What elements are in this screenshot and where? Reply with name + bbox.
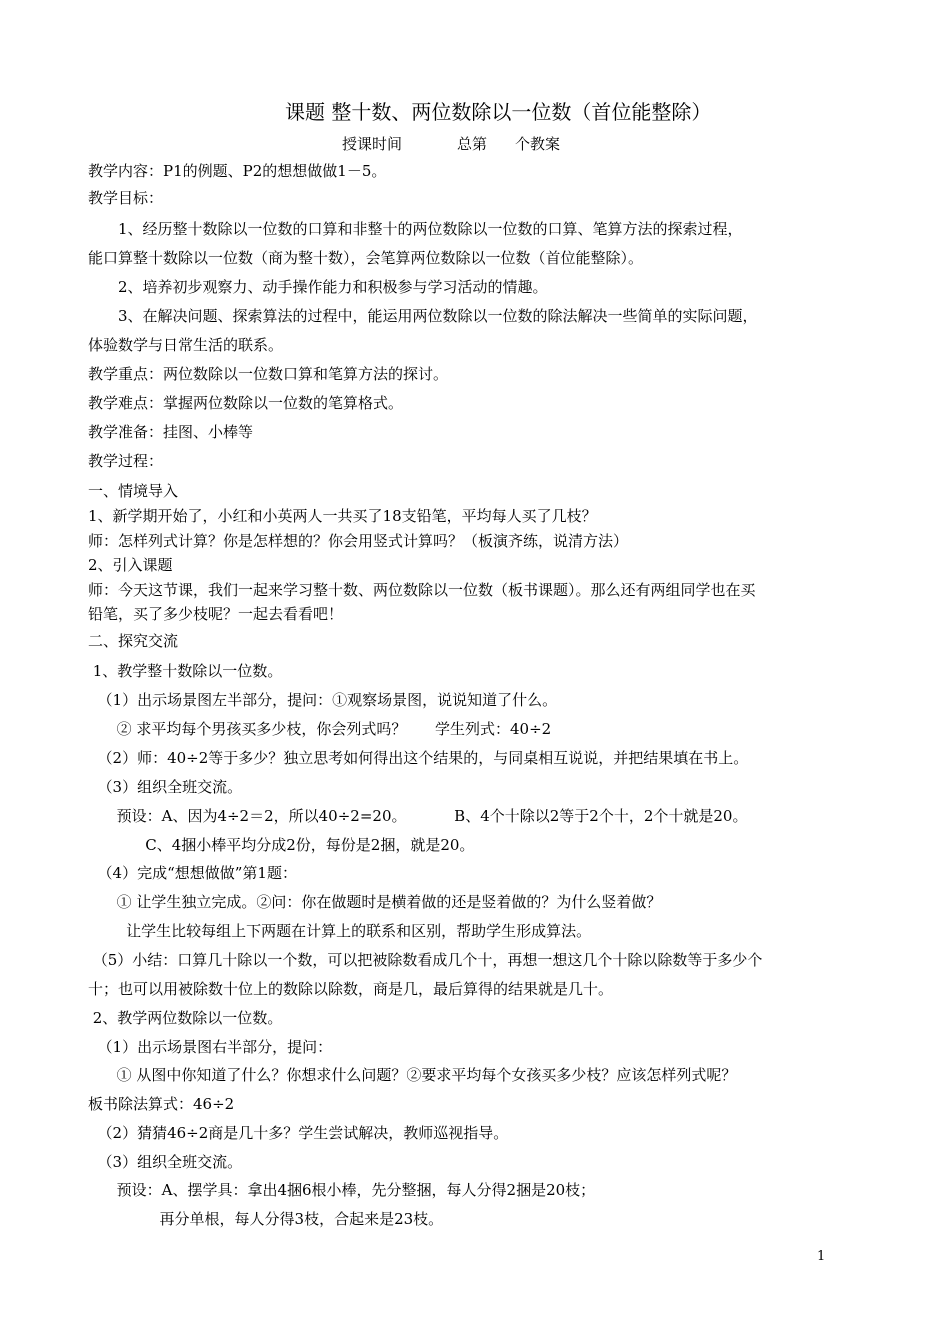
- text-line: （3）组织全班交流。: [88, 778, 243, 796]
- text-line: 铅笔，买了多少枝呢？一起去看看吧！: [88, 605, 344, 623]
- text-line: （2）师：40÷2等于多少？独立思考如何得出这个结果的，与同桌相互说说，并把结果填在书上。: [88, 749, 749, 767]
- text-line: （3）组织全班交流。: [88, 1153, 243, 1171]
- text-line: 师：今天这节课，我们一起来学习整十数、两位数除以一位数（板书课题）。那么还有两组同学也在买: [88, 581, 756, 599]
- lesson-plan-label: 个教案: [515, 135, 561, 153]
- page-number: 1: [817, 1249, 826, 1264]
- text-line: 体验数学与日常生活的联系。: [88, 336, 284, 354]
- text-line: ① 从图中你知道了什么？你想求什么问题？②要求平均每个女孩买多少枝？应该怎样列式呢？: [88, 1066, 737, 1084]
- text-line: 1、新学期开始了，小红和小英两人一共买了18支铅笔，平均每人买了几枝？: [88, 507, 597, 525]
- text-line: 教学内容：P1的例题、P2的想想做做1－5。: [88, 162, 387, 180]
- text-line: 1、教学整十数除以一位数。: [88, 662, 283, 680]
- text-line: 教学难点：掌握两位数除以一位数的笔算格式。: [88, 394, 404, 412]
- lesson-total-label: 总第: [457, 135, 488, 153]
- text-line: 2、引入课题: [88, 556, 173, 574]
- text-line: 让学生比较每组上下两题在计算上的联系和区别，帮助学生形成算法。: [88, 922, 592, 940]
- text-line: 能口算整十数除以一位数（商为整十数），会笔算两位数除以一位数（首位能整除）。: [88, 249, 644, 267]
- lesson-title: 课题 整十数、两位数除以一位数（首位能整除）: [285, 100, 712, 124]
- text-line: C、4捆小棒平均分成2份，每份是2捆，就是20。: [88, 836, 475, 854]
- text-line: 1、经历整十数除以一位数的口算和非整十的两位数除以一位数的口算、笔算方法的探索过程，: [88, 220, 743, 238]
- text-line: 预设：A、摆学具：拿出4捆6根小棒，先分整捆，每人分得2捆是20枝；: [88, 1181, 596, 1199]
- text-line: 教学目标：: [88, 189, 164, 207]
- text-line: 预设：A、因为4÷2＝2，所以40÷2=20。 B、4个十除以2等于2个十，2个十就是20。: [88, 807, 748, 825]
- text-line: （5）小结：口算几十除以一个数，可以把被除数看成几个十，再想一想这几个十除以除数等于多少个: [88, 951, 763, 969]
- text-line: 板书除法算式：46÷2: [88, 1095, 235, 1113]
- text-line: （4）完成“想想做做”第1题：: [88, 864, 297, 882]
- text-line: 再分单根，每人分得3枝，合起来是23枝。: [88, 1210, 444, 1228]
- text-line: （1）出示场景图左半部分，提问：①观察场景图，说说知道了什么。: [88, 691, 558, 709]
- text-line: 2、培养初步观察力、动手操作能力和积极参与学习活动的情趣。: [88, 278, 548, 296]
- text-line: 一、情境导入: [88, 482, 179, 500]
- text-line: ② 求平均每个男孩买多少枝，你会列式吗？ 学生列式：40÷2: [88, 720, 552, 738]
- text-line: ① 让学生独立完成。②问：你在做题时是横着做的还是竖着做的？为什么竖着做？: [88, 893, 662, 911]
- text-line: 3、在解决问题、探索算法的过程中，能运用两位数除以一位数的除法解决一些简单的实际问题，: [88, 307, 758, 325]
- text-line: 教学重点：两位数除以一位数口算和笔算方法的探讨。: [88, 365, 449, 383]
- text-line: 教学过程：: [88, 452, 164, 470]
- text-line: （2）猜猜46÷2商是几十多？学生尝试解决，教师巡视指导。: [88, 1124, 509, 1142]
- text-line: 二、探究交流: [88, 632, 179, 650]
- text-line: （1）出示场景图右半部分，提问：: [88, 1038, 333, 1056]
- text-line: 十；也可以用被除数十位上的数除以除数，商是几，最后算得的结果就是几十。: [88, 980, 614, 998]
- text-line: 师：怎样列式计算？你是怎样想的？你会用竖式计算吗？（板演齐练，说清方法）: [88, 532, 629, 550]
- text-line: 教学准备：挂图、小棒等: [88, 423, 254, 441]
- text-line: 2、教学两位数除以一位数。: [88, 1009, 283, 1027]
- lesson-time-label: 授课时间: [342, 135, 403, 153]
